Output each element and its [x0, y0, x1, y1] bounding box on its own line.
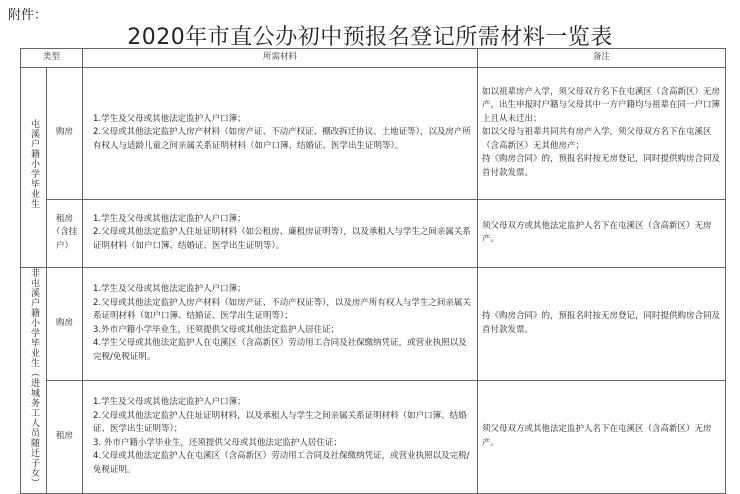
- material-item: 1.学生及父母或其他法定监护人户口簿；: [93, 113, 246, 124]
- material-item: 2.父母或其他法定监护人住址证明材料（如公租房、廉租房证明等），以及承租人与学生之间亲属关系证明材料（如户口簿、结婚证、医学出生证明等）。: [93, 227, 471, 251]
- remark-item: 持《购房合同》的，预报名时按无房登记，同时提供购房合同及首付款发票。: [482, 154, 721, 178]
- material-item: 3. 外市户籍小学毕业生，还须提供父母或其他法定监护人居住证；: [93, 437, 342, 448]
- materials-table: [20, 48, 726, 494]
- header-materials: 所需材料: [83, 49, 478, 68]
- material-item: 4.父母或其他法定监护人在屯溪区（含高新区）劳动用工合同及社保缴纳凭证，或营业执照以及完税/免税证明。: [93, 451, 470, 475]
- header-type: 类型: [21, 49, 83, 68]
- attachment-label: 附件：: [8, 8, 48, 23]
- materials-cell: [83, 67, 478, 199]
- category-label: 非屯溪户籍小学毕业生（进城务工人员随迁子女）: [29, 267, 39, 488]
- table-row: [21, 67, 726, 199]
- table-row: [21, 267, 726, 380]
- material-item: 1.学生及父母或其他法定监护人户口簿；: [93, 397, 246, 408]
- remark-item: 持《购房合同》的，预报名时按无房登记，同时提供购房合同及首付款发票。: [482, 311, 721, 335]
- type-cell: 购房: [47, 67, 83, 199]
- category-label: 屯溪户籍小学毕业生: [29, 119, 39, 210]
- remarks-cell: [478, 380, 726, 493]
- remark-item: 须父母双方或其他法定监护人名下在屯溪区（含高新区）无房产。: [482, 220, 712, 244]
- material-item: 1.学生及父母或其他法定监护人户口簿；: [93, 213, 246, 224]
- remark-item: 如以祖辈房产入学，须父母双方名下在屯溪区（含高新区）无房产，出生申报时户籍与父母其中一方户籍均与祖辈在同一户口簿上且从未迁出；: [482, 86, 721, 124]
- page-title: 2020年市直公办初中预报名登记所需材料一览表: [127, 25, 613, 50]
- remarks-cell: [478, 199, 726, 267]
- material-item: 2.父母或其他法定监护人住址证明材料，以及承租人与学生之间亲属关系证明材料（如户口簿、结婚证、医学出生证明等）；: [93, 410, 467, 435]
- type-cell: 租房（含挂户）: [47, 199, 83, 267]
- header-remarks: 备注: [478, 49, 726, 68]
- remarks-cell: [478, 67, 726, 199]
- remark-item: 如以父母与祖辈共同共有房产入学，须父母双方名下在屯溪区（含高新区）无其他房产；: [482, 127, 712, 151]
- category-cell: [21, 267, 47, 494]
- table-row: [21, 380, 726, 493]
- materials-cell: [83, 380, 478, 493]
- material-item: 2.父母或其他法定监护人房产材料（如房产证、不动产权证、棚改拆迁协议、土地证等），以及房产所有权人与适龄儿童之间亲属关系证明材料（如户口簿、结婚证、医学出生证明等）。: [93, 127, 471, 151]
- materials-cell: [83, 267, 478, 380]
- material-item: 2.父母或其他法定监护人房产材料（如房产证、不动产权证等），以及房产所有权人与学生之间亲属关系证明材料（如户口簿、结婚证、医学出生证明等）；: [93, 297, 471, 322]
- category-cell: [21, 67, 47, 267]
- table-row: [21, 199, 726, 267]
- materials-cell: [83, 199, 478, 267]
- material-item: 4.学生父母或其他法定监护人在屯溪区（含高新区）劳动用工合同及社保缴纳凭证，或营业执照以及完税/免税证明。: [93, 338, 467, 362]
- table-header-row: [21, 49, 726, 68]
- type-cell: 购房: [47, 267, 83, 380]
- remarks-cell: [478, 267, 726, 380]
- material-item: 1.学生及父母或其他法定监护人户口簿；: [93, 284, 246, 295]
- remark-item: 须父母双方或其他法定监护人名下在屯溪区（含高新区）无房产。: [482, 424, 712, 448]
- type-cell: 租房: [47, 380, 83, 493]
- material-item: 3.外市户籍小学毕业生，还须提供父母或其他法定监护人居住证；: [93, 324, 340, 335]
